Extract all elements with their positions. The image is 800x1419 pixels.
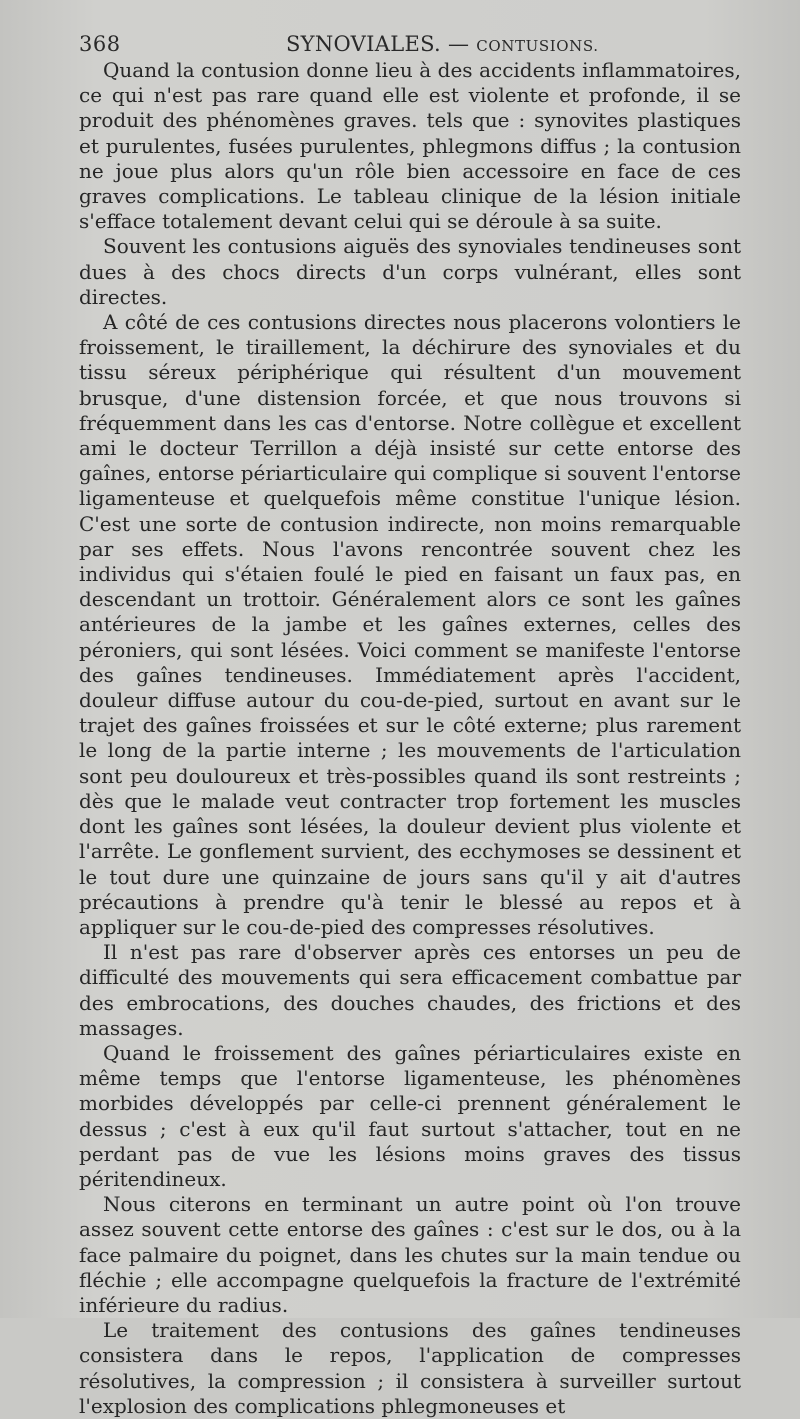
running-head (79, 27, 739, 61)
paragraph: Il n'est pas rare d'observer après ces entorses un peu de difficulté des mouvements qui sera efficacement combattue par des embrocations, des douches chaudes, des frictions et des massages. (79, 940, 741, 1040)
paragraph: Quand le froissement des gaînes périarticulaires existe en même temps que l'entorse ligamenteuse, les phénomènes morbides développés par celle-ci prennent généralement le dessus ; c'est à eux qu'il faut surtout s'attacher, tout en ne perdant pas de vue les lésions moins graves des tissus péritendineux. (79, 1040, 741, 1191)
paragraph: Le traitement des contusions des gaînes tendineuses consistera dans le repos, l'application de compresses résolutives, la compression ; il consistera à surveiller surtout l'explosion des complications phlegmoneuses et (79, 1318, 741, 1418)
paragraph: A côté de ces contusions directes nous placerons volontiers le froissement, le tiraillement, la déchirure des synoviales et du tissu séreux périphérique qui résultent d'un mouvement brusque, d'une distension forcée, et que nous trouvons si fréquemment dans les cas d'entorse. Notre collègue et excellent ami le docteur Terrillon a déjà insisté sur cette entorse des gaînes, entorse périarticulaire qui complique si souvent l'entorse ligamenteuse et quelquefois même constitue l'unique lésion. C'est une sorte de contusion indirecte, non moins remarquable par ses effets. Nous l'avons rencontrée souvent chez les individus qui s'étaien foulé le pied en faisant un faux pas, en descendant un trottoir. Généralement alors ce sont les gaînes antérieures de la jambe et les gaînes externes, celles des péroniers, qui sont lésées. Voici comment se manifeste l'entorse des gaînes tendineuses. Immédiatement après l'accident, douleur diffuse autour du cou-de-pied, surtout en avant sur le trajet des gaînes froissées et sur le côté externe; plus rarement le long de la partie interne ; les mouvements de l'articulation sont peu douloureux et très-possibles quand ils sont restreints ; dès que le malade veut contracter trop fortement les muscles dont les gaînes sont lésées, la douleur devient plus violente et l'arrête. Le gonflement survient, des ecchymoses se dessinent et le tout dure une quinzaine de jours sans qu'il y ait d'autres précautions à prendre qu'à tenir le blessé au repos et à appliquer sur le cou-de-pied des compresses résolutives. (79, 310, 741, 939)
paragraph: Quand la contusion donne lieu à des accidents inflammatoires, ce qui n'est pas rare quand elle est violente et profonde, il se produit des phénomènes graves. tels que : synovites plastiques et purulentes, fusées purulentes, phlegmons diffus ; la contusion ne joue plus alors qu'un rôle bien accessoire en face de ces graves complications. Le tableau clinique de la lésion initiale s'efface totalement devant celui qui se déroule à sa suite. (79, 58, 741, 234)
running-title-separator: — (447, 32, 470, 56)
running-title-subtitle: CONTUSIONS. (476, 37, 599, 55)
page-number: 368 (79, 32, 121, 56)
body-text (79, 58, 741, 1419)
paragraph: Nous citerons en terminant un autre point où l'on trouve assez souvent cette entorse des gaînes : c'est sur le dos, ou à la face palmaire du poignet, dans les chutes sur la main tendue ou fléchie ; elle accompagne quelquefois la fracture de l'extrémité inférieure du radius. (79, 1192, 741, 1317)
paragraph: Souvent les contusions aiguës des synoviales tendineuses sont dues à des chocs directs d'un corps vulnérant, elles sont directes. (79, 234, 741, 309)
running-title-main: SYNOVIALES. (286, 32, 441, 56)
